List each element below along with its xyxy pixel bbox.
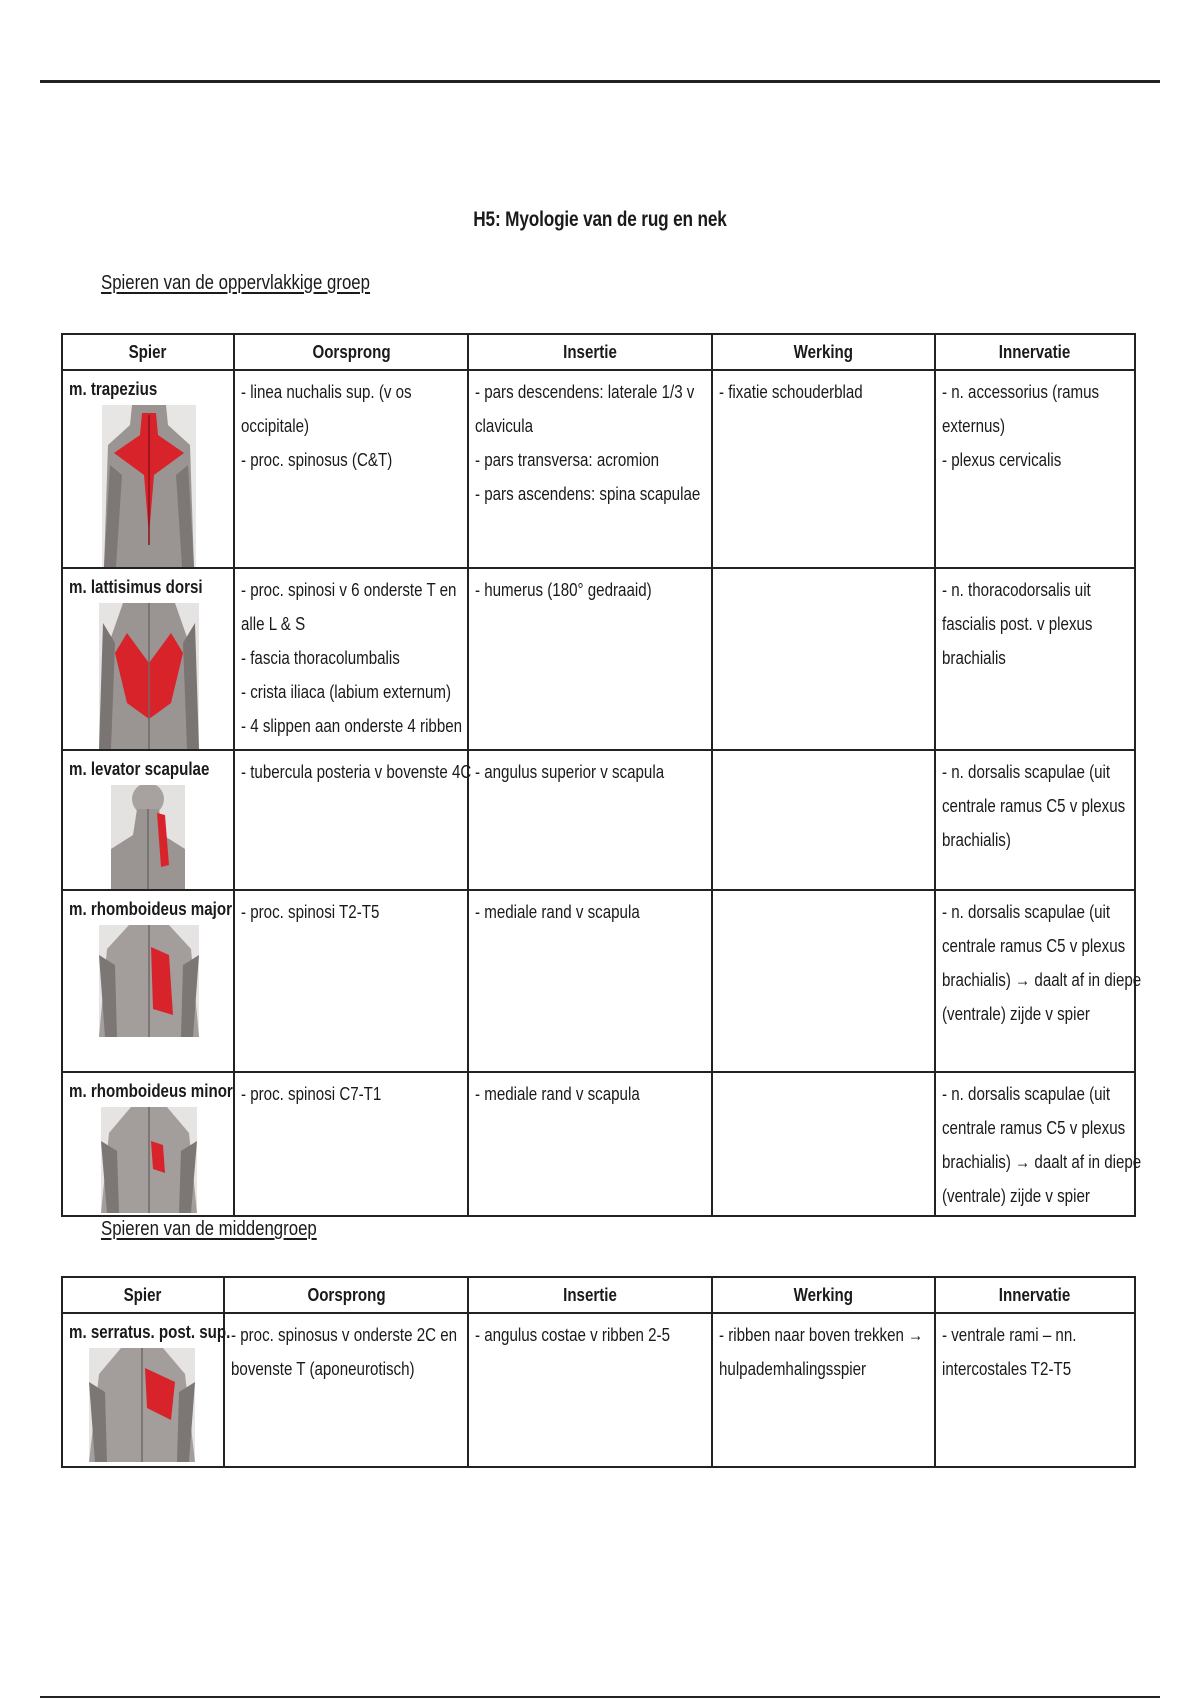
table-row xyxy=(62,370,1135,568)
muscle-name: m. rhomboideus major xyxy=(69,899,232,919)
muscle-name: m. trapezius xyxy=(69,379,158,399)
action-cell xyxy=(712,1072,935,1216)
insertion-cell: - mediale rand v scapula xyxy=(468,890,712,1072)
innervation-cell: - ventrale rami – nn. intercostales T2-T5 xyxy=(935,1313,1135,1467)
innervation-cell: - n. dorsalis scapulae (uit centrale ramus C5 v plexus brachialis) xyxy=(935,750,1135,890)
muscle-cell xyxy=(62,1072,234,1216)
header-oorsprong: Oorsprong xyxy=(234,334,468,370)
action-cell: - fixatie schouderblad xyxy=(712,370,935,568)
header-spier: Spier xyxy=(62,334,234,370)
muscle-cell xyxy=(62,370,234,568)
header-werking: Werking xyxy=(712,1277,935,1313)
origin-cell: - linea nuchalis sup. (v os occipitale) - proc. spinosus (C&T) xyxy=(234,370,468,568)
action-cell xyxy=(712,750,935,890)
muscle-cell xyxy=(62,1313,231,1467)
innervation-cell: - n. dorsalis scapulae (uit centrale ramus C5 v plexus brachialis) → daalt af in diepe (ventrale) zijde v spier xyxy=(935,890,1135,1072)
innervation-cell: - n. accessorius (ramus externus) - plexus cervicalis xyxy=(935,370,1135,568)
muscle-cell xyxy=(62,568,234,750)
header-insertie: Insertie xyxy=(468,1277,712,1313)
trapezius-muscle-illustration-icon xyxy=(102,405,196,567)
header-insertie: Insertie xyxy=(468,334,712,370)
levator-scapulae-muscle-illustration-icon xyxy=(111,785,185,889)
insertion-cell: - angulus costae v ribben 2-5 xyxy=(468,1313,712,1467)
action-cell xyxy=(712,568,935,750)
latissimus-dorsi-muscle-illustration-icon xyxy=(99,603,199,749)
table-row xyxy=(62,750,1135,890)
origin-cell: - proc. spinosus v onderste 2C en bovenste T (aponeurotisch) xyxy=(224,1313,468,1467)
insertion-cell: - humerus (180° gedraaid) xyxy=(468,568,712,750)
origin-cell: - proc. spinosi v 6 onderste T en alle L & S - fascia thoracolumbalis - crista iliaca (labium externum) - 4 slippen aan onderste 4 ribben xyxy=(234,568,468,750)
action-cell: - ribben naar boven trekken → hulpademhalingsspier xyxy=(712,1313,935,1467)
section-heading-middle: Spieren van de middengroep xyxy=(101,1218,317,1240)
rhomboideus-minor-muscle-illustration-icon xyxy=(101,1107,197,1213)
muscle-name: m. levator scapulae xyxy=(69,759,210,779)
table-header-row xyxy=(62,334,1135,370)
table-row xyxy=(62,1313,1135,1467)
header-oorsprong: Oorsprong xyxy=(224,1277,468,1313)
origin-cell: - proc. spinosi T2-T5 xyxy=(234,890,468,1072)
serratus-posterior-superior-muscle-illustration-icon xyxy=(89,1348,195,1462)
muscle-name: m. serratus. post. sup. xyxy=(69,1322,231,1342)
header-spier: Spier xyxy=(62,1277,224,1313)
table-row xyxy=(62,568,1135,750)
table-row xyxy=(62,1072,1135,1216)
innervation-cell: - n. dorsalis scapulae (uit centrale ramus C5 v plexus brachialis) → daalt af in diepe (ventrale) zijde v spier xyxy=(935,1072,1135,1216)
insertion-cell: - mediale rand v scapula xyxy=(468,1072,712,1216)
innervation-cell: - n. thoracodorsalis uit fascialis post. v plexus brachialis xyxy=(935,568,1135,750)
header-werking: Werking xyxy=(712,334,935,370)
insertion-cell: - angulus superior v scapula xyxy=(468,750,712,890)
muscle-cell xyxy=(62,890,234,1072)
section-heading-superficial: Spieren van de oppervlakkige groep xyxy=(101,272,370,294)
muscle-name: m. rhomboideus minor xyxy=(69,1081,233,1101)
table-row xyxy=(62,890,1135,1072)
bottom-rule xyxy=(40,1696,1160,1698)
muscle-cell xyxy=(62,750,234,890)
header-innervatie: Innervatie xyxy=(935,334,1135,370)
origin-cell: - tubercula posteria v bovenste 4C xyxy=(234,750,468,890)
header-innervatie: Innervatie xyxy=(935,1277,1135,1313)
table-header-row xyxy=(62,1277,1135,1313)
muscle-name: m. lattisimus dorsi xyxy=(69,577,203,597)
page-title: H5: Myologie van de rug en nek xyxy=(473,208,727,231)
superficial-muscles-table xyxy=(61,333,1142,1217)
top-rule xyxy=(40,80,1160,83)
action-cell xyxy=(712,890,935,1072)
middle-muscles-table xyxy=(61,1276,1136,1468)
insertion-cell: - pars descendens: laterale 1/3 v clavicula - pars transversa: acromion - pars ascendens: spina scapulae xyxy=(468,370,712,568)
rhomboideus-major-muscle-illustration-icon xyxy=(99,925,199,1037)
origin-cell: - proc. spinosi C7-T1 xyxy=(234,1072,468,1216)
